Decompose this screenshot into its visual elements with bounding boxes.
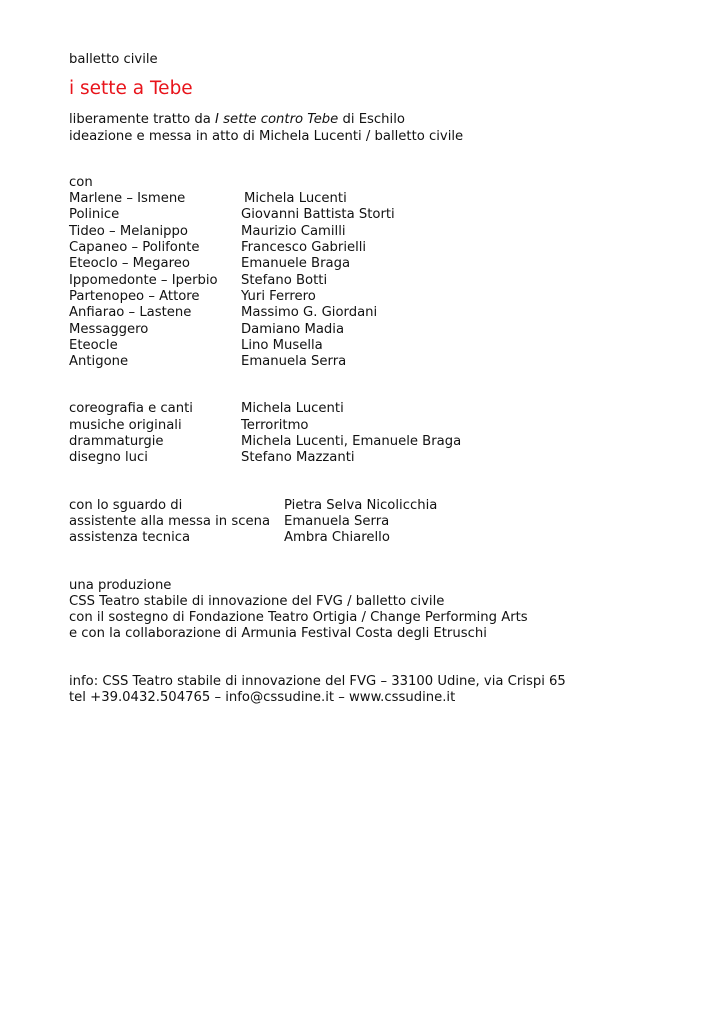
cast-name: Damiano Madia	[241, 321, 345, 337]
cast-name: Maurizio Camilli	[241, 223, 346, 239]
cast-row	[69, 240, 699, 256]
cast-name: Lino Musella	[241, 337, 323, 353]
cast-row	[69, 289, 699, 305]
cast-role: Messaggero	[69, 321, 149, 337]
cast-role: Marlene – Ismene	[69, 191, 186, 207]
crew-name: Michela Lucenti	[241, 401, 344, 417]
direction-credit: ideazione e messa in atto di Michela Lucenti / balletto civile	[69, 128, 464, 144]
cast-name: Emanuele Braga	[241, 256, 351, 272]
cast-row	[69, 191, 699, 207]
support-block	[69, 498, 699, 547]
production-line: e con la collaborazione di Armunia Festival Costa degli Etruschi	[69, 626, 487, 642]
cast-name: Giovanni Battista Storti	[241, 207, 395, 223]
page-title: i sette a Tebe	[69, 78, 193, 100]
info-block	[69, 674, 699, 707]
production-block	[69, 578, 699, 643]
support-name: Pietra Selva Nicolicchia	[284, 497, 438, 513]
cast-name: Michela Lucenti	[244, 191, 347, 207]
support-name: Ambra Chiarello	[284, 530, 390, 546]
crew-role: coreografia e canti	[69, 401, 193, 417]
cast-row	[69, 354, 699, 370]
cast-role: Eteoclo – Megareo	[69, 256, 190, 272]
crew-role: musiche originali	[69, 417, 182, 433]
cast-row	[69, 338, 699, 354]
support-row	[69, 530, 699, 546]
cast-row	[69, 273, 699, 289]
cast-name: Yuri Ferrero	[241, 288, 316, 304]
cast-role: Ippomedonte – Iperbio	[69, 272, 218, 288]
cast-role: Antigone	[69, 354, 129, 370]
cast-row	[69, 207, 699, 223]
cast-role: Anfiarao – Lastene	[69, 305, 192, 321]
crew-name: Michela Lucenti, Emanuele Braga	[241, 434, 462, 450]
cast-role: Partenopeo – Attore	[69, 288, 200, 304]
crew-name: Stefano Mazzanti	[241, 450, 355, 466]
info-line: info: CSS Teatro stabile di innovazione del FVG – 33100 Udine, via Crispi 65	[69, 673, 566, 689]
production-line: CSS Teatro stabile di innovazione del FVG / balletto civile	[69, 593, 445, 609]
cast-row	[69, 305, 699, 321]
credits-block	[69, 112, 699, 145]
support-role: assistenza tecnica	[69, 530, 191, 546]
crew-row	[69, 418, 699, 434]
cast-row	[69, 224, 699, 240]
crew-row	[69, 401, 699, 417]
crew-row	[69, 450, 699, 466]
cast-row	[69, 322, 699, 338]
cast-name: Francesco Gabrielli	[241, 240, 367, 256]
support-role: assistente alla messa in scena	[69, 513, 271, 529]
source-credit: liberamente tratto da I sette contro Tebe di Eschilo	[69, 112, 405, 128]
cast-row	[69, 256, 699, 272]
cast-role: Polinice	[69, 207, 120, 223]
support-row	[69, 498, 699, 514]
production-line: con il sostegno di Fondazione Teatro Ortigia / Change Performing Arts	[69, 610, 528, 626]
cast-name: Stefano Botti	[241, 272, 328, 288]
crew-row	[69, 434, 699, 450]
cast-block	[69, 175, 699, 371]
cast-heading: con	[69, 174, 93, 190]
support-name: Emanuela Serra	[284, 513, 390, 529]
crew-name: Terroritmo	[241, 417, 309, 433]
document-page	[69, 52, 699, 706]
company-name: balletto civile	[69, 52, 158, 67]
contact-line: tel +39.0432.504765 – info@cssudine.it – www.cssudine.it	[69, 690, 456, 706]
support-row	[69, 514, 699, 530]
source-title: I sette contro Tebe	[215, 112, 339, 128]
production-line: una produzione	[69, 577, 172, 593]
cast-name: Massimo G. Giordani	[241, 305, 378, 321]
crew-role: drammaturgie	[69, 434, 164, 450]
cast-role: Eteocle	[69, 337, 118, 353]
crew-block	[69, 401, 699, 466]
cast-role: Tideo – Melanippo	[69, 223, 188, 239]
crew-role: disegno luci	[69, 450, 148, 466]
support-role: con lo sguardo di	[69, 497, 183, 513]
cast-role: Capaneo – Polifonte	[69, 240, 200, 256]
cast-name: Emanuela Serra	[241, 354, 347, 370]
